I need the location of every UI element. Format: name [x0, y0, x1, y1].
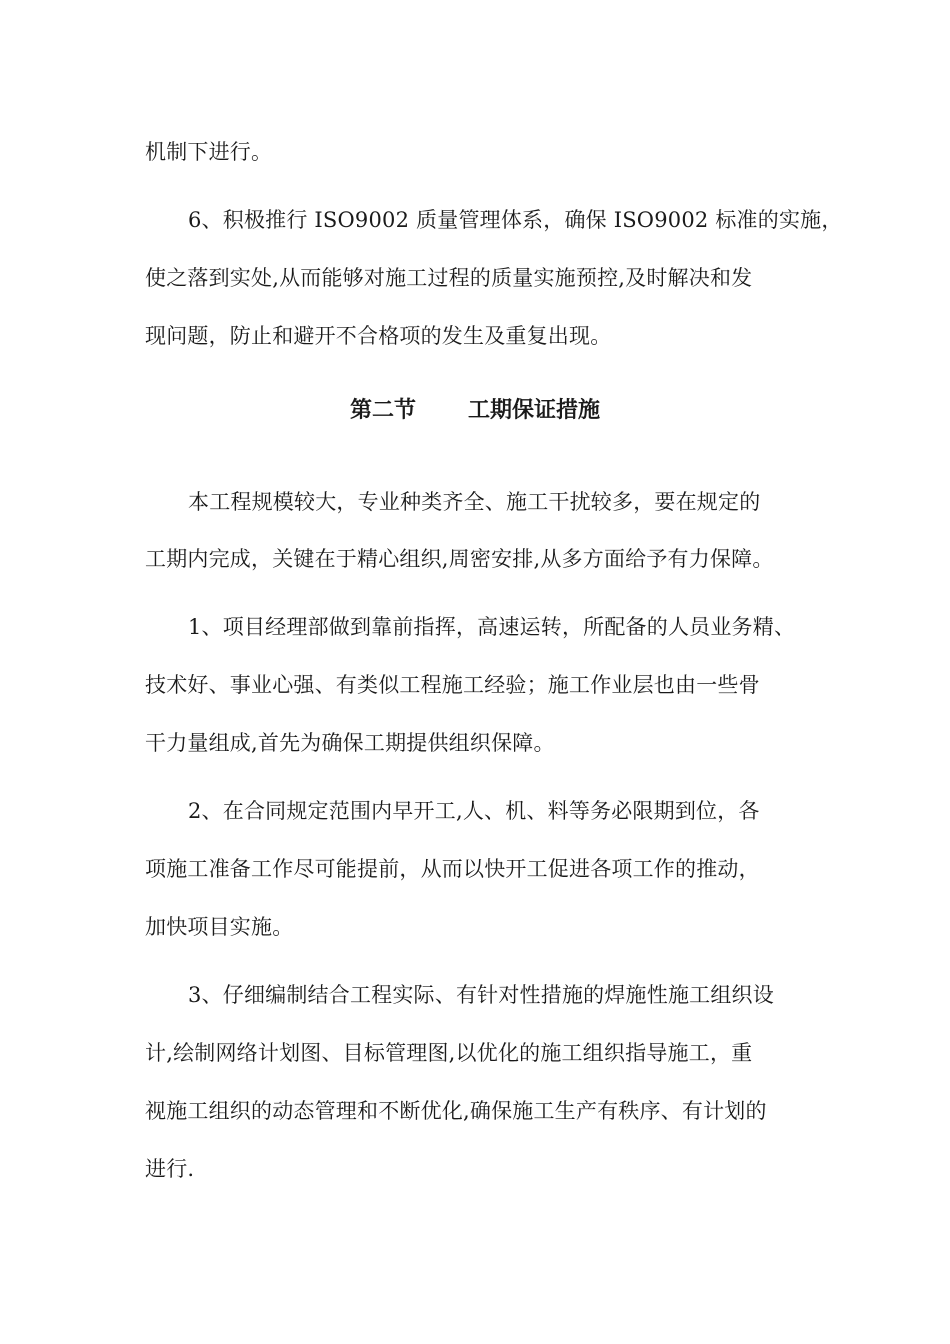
paragraph-line: 加快项目实施。 — [145, 915, 294, 939]
paragraph-line: 机制下进行。 — [145, 140, 273, 164]
paragraph-line: 项施工准备工作尽可能提前，从而以快开工促进各项工作的推动， — [145, 857, 760, 881]
paragraph-line: 干力量组成,首先为确保工期提供组织保障。 — [145, 731, 555, 755]
section-number: 第二节 — [349, 398, 416, 423]
paragraph-line: 使之落到实处,从而能够对施工过程的质量实施预控,及时解决和发 — [145, 266, 753, 290]
paragraph-line: 3、仔细编制结合工程实际、有针对性措施的焊施性施工组织设 — [188, 983, 774, 1007]
paragraph-line: 进行. — [145, 1157, 195, 1181]
paragraph-line: 视施工组织的动态管理和不断优化,确保施工生产有秩序、有计划的 — [145, 1099, 767, 1123]
paragraph-line: 工期内完成，关键在于精心组织,周密安排,从多方面给予有力保障。 — [145, 547, 774, 571]
paragraph-line: 技术好、事业心强、有类似工程施工经验；施工作业层也由一些骨 — [145, 673, 760, 697]
paragraph-line: 本工程规模较大，专业种类齐全、施工干扰较多，要在规定的 — [188, 490, 761, 514]
section-heading — [0, 395, 950, 427]
paragraph-line: 2、在合同规定范围内早开工,人、机、料等务必限期到位，各 — [188, 799, 760, 823]
paragraph-line: 现问题，防止和避开不合格项的发生及重复出现。 — [145, 324, 612, 348]
paragraph-line: 计,绘制网络计划图、目标管理图,以优化的施工组织指导施工，重 — [145, 1041, 753, 1065]
paragraph-line: 6、积极推行 ISO9002 质量管理体系，确保 ISO9002 标准的实施， — [188, 208, 843, 232]
section-title: 工期保证措施 — [468, 398, 601, 423]
paragraph-line: 1、项目经理部做到靠前指挥，高速运转，所配备的人员业务精、 — [188, 615, 796, 639]
